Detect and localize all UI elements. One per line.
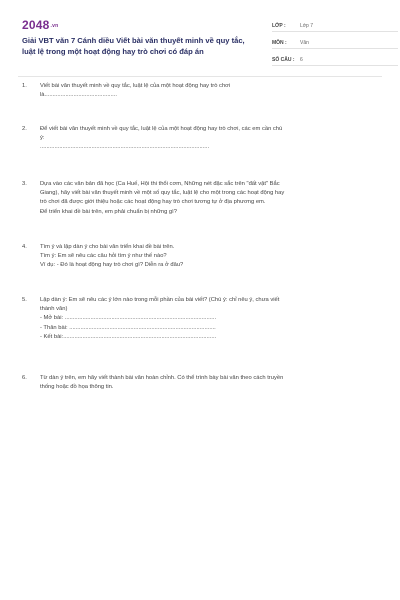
question-text (40, 82, 380, 100)
question-number: 1. (22, 83, 27, 89)
question-line: thống hoặc đồ họa thông tin. (40, 384, 114, 391)
logo-main: 2048 (22, 18, 50, 32)
question-line: trò chơi đã được giới thiệu hoặc các hoạt động hay trò chơi tương tự ở địa phương em. (40, 199, 266, 206)
worksheet-header (18, 16, 382, 76)
site-logo[interactable] (22, 18, 58, 32)
meta-row-subject (272, 34, 398, 49)
question-line: Để triển khai đề bài trên, em phải chuẩn bị những gì? (40, 208, 177, 215)
question-line: là............................................. (40, 92, 117, 99)
question-line: Tìm ý và lập dàn ý cho bài văn triển khai đề bài trên. (40, 244, 175, 250)
question-line: - Thân bài: ........................................................................................... (40, 324, 216, 331)
question-text (40, 296, 380, 342)
question-line: Giang), hãy viết bài văn thuyết minh về một số quy tắc, luật lệ cho một trong các hoạt động hay (40, 190, 285, 197)
question-line: ......................................................................................................... (40, 144, 210, 151)
question-line: Ví dụ: - Đó là hoạt động hay trò chơi gì? Diễn ra ở đâu? (40, 262, 184, 269)
question-number: 2. (22, 126, 27, 132)
question-line: ý: (40, 135, 45, 142)
document-title: Giải VBT văn 7 Cánh diều Viết bài văn thuyết minh về quy tắc, luật lệ trong một hoạt động hay trò chơi có đáp án (22, 36, 245, 56)
meta-value: Lớp 7 (300, 23, 314, 29)
question-line: Lập dàn ý: Em sẽ nêu các ý lớn nào trong mỗi phần của bài viết? (Chú ý: chỉ nêu ý, chưa viết (40, 297, 280, 303)
meta-value: 6 (300, 57, 303, 63)
question-item (18, 243, 380, 271)
question-text (40, 180, 380, 217)
question-text (40, 374, 380, 392)
question-item (18, 82, 380, 100)
meta-row-count (272, 51, 398, 66)
logo-sub: .vn (50, 22, 59, 29)
question-text (40, 125, 380, 153)
question-item (18, 125, 380, 153)
meta-label: LỚP : (272, 23, 286, 29)
question-line: Viết bài văn thuyết minh về quy tắc, luật lệ của một hoạt động hay trò chơi (40, 83, 231, 89)
question-line: Dựa vào các văn bản đã học (Ca Huế, Hội thi thổi cơm, Những nét đặc sắc trên "đất vật" Bắc (40, 181, 280, 187)
meta-row-class (272, 17, 398, 32)
question-item (18, 180, 380, 217)
meta-value: Văn (300, 40, 309, 46)
header-divider (18, 76, 382, 77)
question-item (18, 374, 380, 392)
meta-label: MÔN : (272, 40, 287, 46)
question-line: Từ dàn ý trên, em hãy viết thành bài văn hoàn chỉnh. Có thể trình bày bài văn theo cách truyền (40, 375, 284, 381)
question-line: - Mở bài: .............................................................................................. (40, 315, 217, 322)
question-line: thành văn) (40, 306, 68, 313)
question-number: 5. (22, 297, 27, 303)
question-line: Để viết bài văn thuyết minh về quy tắc, luật lệ của một hoạt động hay trò chơi, các em cần chú (40, 126, 283, 132)
question-number: 4. (22, 244, 27, 250)
question-number: 6. (22, 375, 27, 381)
question-line: - Kết bài:............................................................................................... (40, 333, 217, 340)
question-text (40, 243, 380, 271)
meta-label: SỐ CÂU : (272, 57, 295, 63)
question-line: Tìm ý: Em sẽ nêu các câu hỏi tìm ý như thế nào? (40, 253, 167, 260)
question-number: 3. (22, 181, 27, 187)
question-item (18, 296, 380, 342)
meta-panel (272, 17, 398, 68)
